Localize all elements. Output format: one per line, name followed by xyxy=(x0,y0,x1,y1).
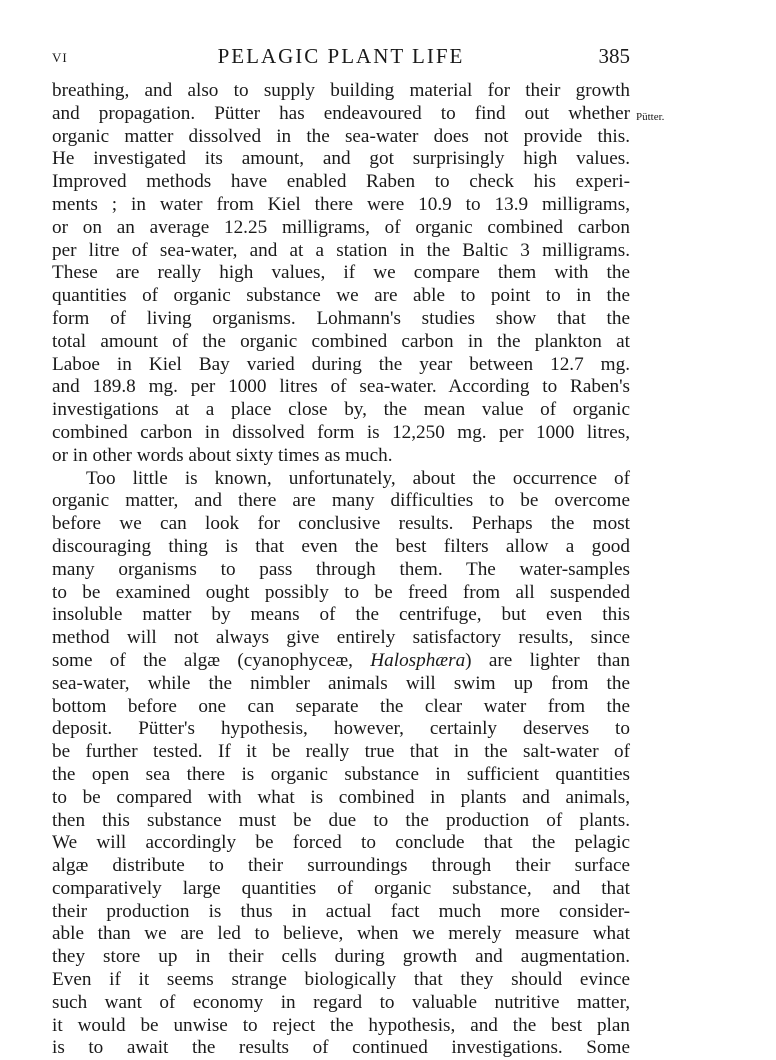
text-line: be further tested. If it be really true that in the salt-water of xyxy=(52,741,630,763)
text-line: ments ; in water from Kiel there were 10.9 to 13.9 milligrams, xyxy=(52,193,630,215)
text-line: it would be unwise to reject the hypothesis, and the best plan xyxy=(52,1014,630,1036)
chapter-number: VI xyxy=(52,50,68,65)
text-line: sea-water, while the nimbler animals will swim up from the xyxy=(52,672,630,694)
text-line: per litre of sea-water, and at a station in the Baltic 3 milligrams. xyxy=(52,239,630,261)
text-line: such want of economy in regard to valuable nutritive matter, xyxy=(52,991,630,1013)
running-head xyxy=(52,44,630,72)
text-line: deposit. Pütter's hypothesis, however, certainly deserves to xyxy=(52,718,630,740)
text-line: total amount of the organic combined carbon in the plankton at xyxy=(52,330,630,352)
running-title: PELAGIC PLANT LIFE xyxy=(217,44,465,68)
text-line: is to await the results of continued investigations. Some xyxy=(52,1037,630,1059)
text-line: comparatively large quantities of organic substance, and that xyxy=(52,877,630,899)
text-line: their production is thus in actual fact much more consider- xyxy=(52,900,630,922)
text-line: the open sea there is organic substance in sufficient quantities xyxy=(52,763,630,785)
body-text xyxy=(52,80,630,1060)
paragraph xyxy=(52,80,630,468)
text-line: Too little is known, unfortunately, about the occurrence of xyxy=(86,467,630,489)
text-line: algæ distribute to their surroundings through their surface xyxy=(52,855,630,877)
text-line: He investigated its amount, and got surprisingly high values. xyxy=(52,148,630,170)
text-line: Laboe in Kiel Bay varied during the year between 12.7 mg. xyxy=(52,353,630,375)
text-line: and 189.8 mg. per 1000 litres of sea-water. According to Raben's xyxy=(52,376,630,398)
text-line: method will not always give entirely satisfactory results, since xyxy=(52,627,630,649)
text-line: quantities of organic substance we are able to point to in the xyxy=(52,285,630,307)
text-line: Improved methods have enabled Raben to check his experi- xyxy=(52,171,630,193)
text-line: These are really high values, if we compare them with the xyxy=(52,262,630,284)
text-line: some of the algæ (cyanophyceæ, Halosphæra) are lighter than xyxy=(52,649,631,671)
text-line: then this substance must be due to the production of plants. xyxy=(52,809,630,831)
text-line: able than we are led to believe, when we merely measure what xyxy=(52,923,630,945)
text-line: form of living organisms. Lohmann's studies show that the xyxy=(52,307,630,329)
text-line: before we can look for conclusive results. Perhaps the most xyxy=(52,513,630,535)
text-line: organic matter dissolved in the sea-water does not provide this. xyxy=(52,125,630,147)
text-line: bottom before one can separate the clear water from the xyxy=(52,695,630,717)
margin-note: Pütter. xyxy=(636,111,665,123)
paragraph xyxy=(52,468,630,1060)
text-line: discouraging thing is that even the best filters allow a good xyxy=(52,535,630,557)
text-line: breathing, and also to supply building material for their growth xyxy=(52,80,630,101)
text-line: We will accordingly be forced to conclude that the pelagic xyxy=(52,832,630,854)
text-line: and propagation. Pütter has endeavoured to find out whether xyxy=(52,102,630,124)
text-line: many organisms to pass through them. The water-samples xyxy=(52,558,630,580)
text-line: combined carbon in dissolved form is 12,250 mg. per 1000 litres, xyxy=(52,421,630,443)
text-line: investigations at a place close by, the mean value of organic xyxy=(52,399,630,421)
text-line: or on an average 12.25 milligrams, of organic combined carbon xyxy=(52,216,630,238)
text-line: insoluble matter by means of the centrifuge, but even this xyxy=(52,604,630,626)
text-line: to be compared with what is combined in plants and animals, xyxy=(52,786,630,808)
text-line: or in other words about sixty times as much. xyxy=(52,444,393,466)
text-line: they store up in their cells during growth and augmentation. xyxy=(52,946,630,968)
text-line: organic matter, and there are many difficulties to be overcome xyxy=(52,490,630,512)
page-number: 385 xyxy=(598,44,630,68)
text-line: Even if it seems strange biologically that they should evince xyxy=(52,969,630,991)
text-line: to be examined ought possibly to be freed from all suspended xyxy=(52,581,630,603)
